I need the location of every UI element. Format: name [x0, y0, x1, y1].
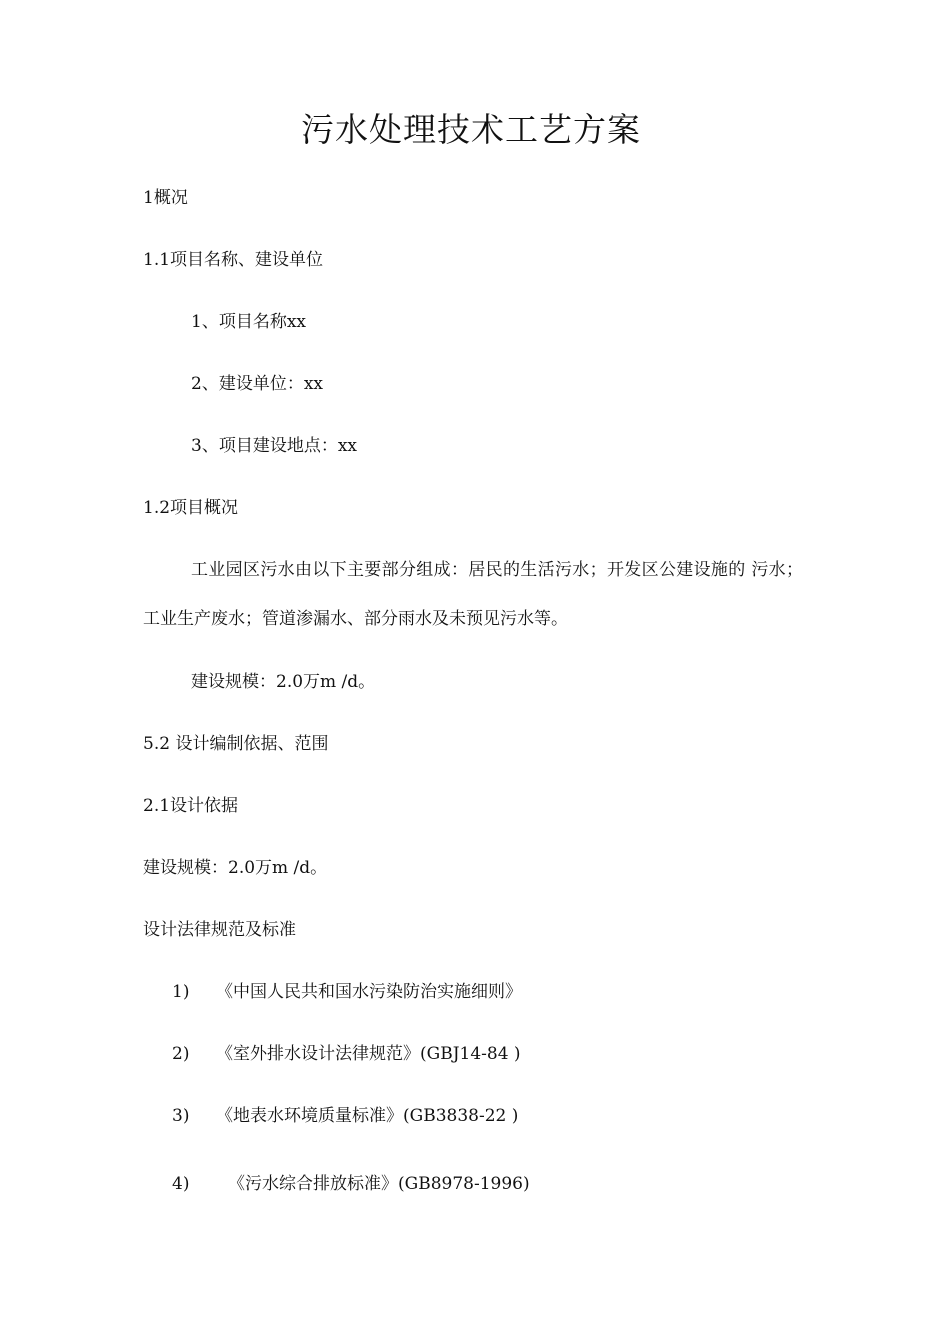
reference-text: 《中国人民共和国水污染防治实施细则》	[216, 982, 522, 1002]
list-item-construction-unit: 2、建设单位：xx	[191, 374, 323, 394]
list-item-project-name: 1、项目名称xx	[191, 312, 306, 332]
section-heading-1-1: 1.1项目名称、建设单位	[143, 250, 324, 270]
reference-text: 《室外排水设计法律规范》(GBJ14-84 )	[216, 1044, 521, 1064]
scale-text-indented: 建设规模：2.0万m /d。	[191, 672, 376, 692]
document-title: 污水处理技术工艺方案	[301, 110, 641, 149]
paragraph-wastewater-composition: 工业园区污水由以下主要部分组成：居民的生活污水；开发区公建设施的 污水；工业生产废水；管道渗漏水、部分雨水及未预见污水等。	[143, 560, 803, 629]
reference-number: 1)	[172, 982, 190, 1002]
reference-text: 《污水综合排放标准》(GB8978-1996)	[228, 1174, 530, 1194]
section-heading-2-1: 2.1设计依据	[143, 796, 239, 816]
reference-number: 4)	[172, 1174, 190, 1194]
scale-text: 建设规模：2.0万m /d。	[143, 858, 328, 878]
section-heading-5-2: 5.2 设计编制依据、范围	[143, 734, 329, 754]
reference-number: 2)	[172, 1044, 190, 1064]
standards-heading: 设计法律规范及标准	[143, 920, 296, 940]
list-item-project-location: 3、项目建设地点：xx	[191, 436, 357, 456]
reference-text: 《地表水环境质量标准》(GB3838-22 )	[216, 1106, 519, 1126]
reference-number: 3)	[172, 1106, 190, 1126]
section-heading-1: 1概况	[143, 188, 188, 208]
section-heading-1-2: 1.2项目概况	[143, 498, 239, 518]
